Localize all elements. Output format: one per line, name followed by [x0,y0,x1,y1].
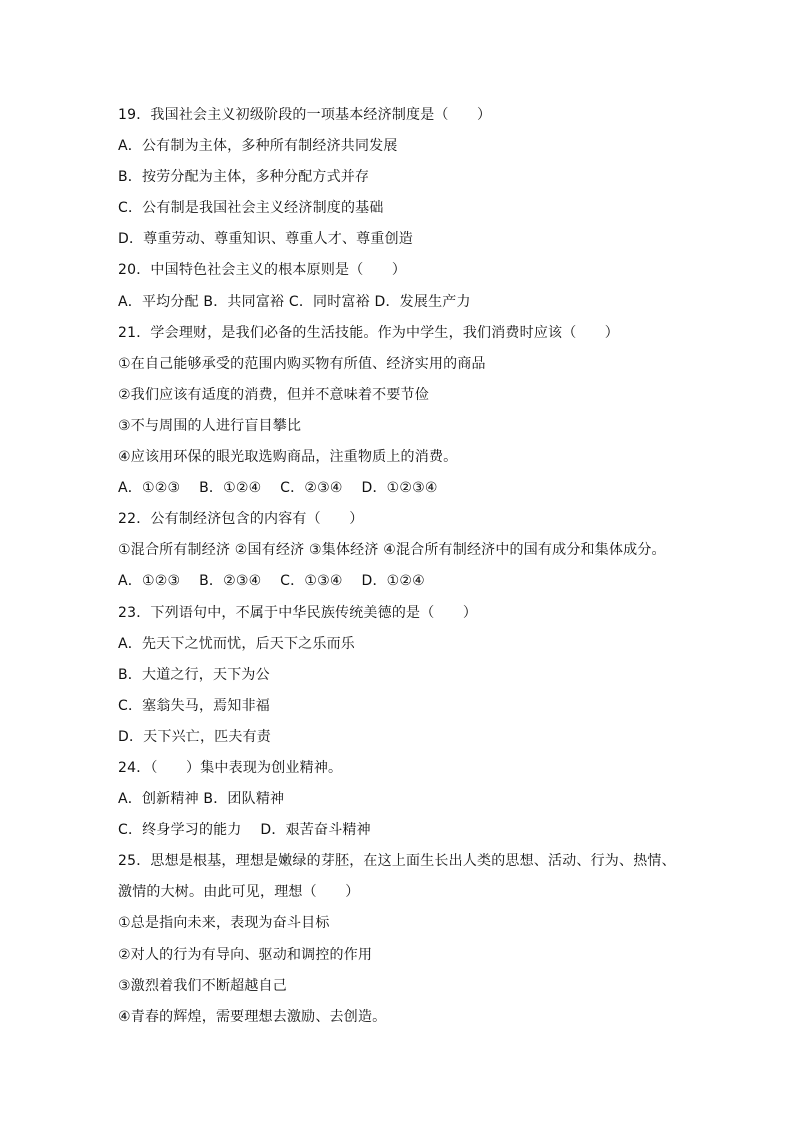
question-24-options-ab: A．创新精神 B．团队精神 [118,791,285,808]
question-22-statements: ①混合所有制经济 ②国有经济 ③集体经济 ④混合所有制经济中的国有成分和集体成分。 [118,542,666,559]
question-20-stem: 20．中国特色社会主义的根本原则是（ ） [118,262,407,279]
question-25-statement-4: ④青春的辉煌，需要理想去激励、去创造。 [118,1008,387,1025]
question-19-option-a: A．公有制为主体，多种所有制经济共同发展 [118,138,398,155]
question-22-options: A．①②③ B．②③④ C．①③④ D．①②④ [118,573,425,590]
question-21-statement-3: ③不与周围的人进行盲目攀比 [118,417,302,434]
question-21-statement-4: ④应该用环保的眼光取选购商品，注重物质上的消费。 [118,449,458,466]
question-21-stem: 21．学会理财，是我们必备的生活技能。作为中学生，我们消费时应该（ ） [118,324,620,341]
question-23-option-c: C．塞翁失马，焉知非福 [118,697,270,714]
question-25-statement-3: ③激烈着我们不断超越自己 [118,977,287,994]
question-21-options: A．①②③ B．①②④ C．②③④ D．①②③④ [118,480,438,497]
question-23-option-d: D．天下兴亡，匹夫有责 [118,728,271,745]
question-19-option-d: D．尊重劳动、尊重知识、尊重人才、尊重创造 [118,231,413,248]
question-23-option-a: A．先天下之忧而忧，后天下之乐而乐 [118,635,355,652]
question-23-option-b: B．大道之行，天下为公 [118,666,270,683]
question-19-stem: 19．我国社会主义初级阶段的一项基本经济制度是（ ） [118,107,492,123]
question-25-statement-2: ②对人的行为有导向、驱动和调控的作用 [118,946,373,963]
question-20-options: A．平均分配 B．共同富裕 C．同时富裕 D．发展生产力 [118,293,471,310]
question-25-stem-line-2: 激情的大树。由此可见，理想（ ） [118,884,360,901]
question-25-statement-1: ①总是指向未来，表现为奋斗目标 [118,915,330,932]
question-24-stem: 24．（ ）集中表现为创业精神。 [118,759,343,776]
question-content [118,100,678,1033]
question-25-stem-line-1: 25．思想是根基，理想是嫩绿的芽胚，在这上面生长出人类的思想、活动、行为、热情、 [118,853,676,870]
question-21-statement-1: ①在自己能够承受的范围内购买物有所值、经济实用的商品 [118,355,486,372]
question-22-stem: 22．公有制经济包含的内容有（ ） [118,511,364,528]
question-19-option-c: C．公有制是我国社会主义经济制度的基础 [118,200,384,217]
question-23-stem: 23．下列语句中，不属于中华民族传统美德的是（ ） [118,604,478,621]
question-24-options-cd: C．终身学习的能力 D．艰苦奋斗精神 [118,822,371,839]
question-21-statement-2: ②我们应该有适度的消费，但并不意味着不要节俭 [118,386,429,403]
question-19-option-b: B．按劳分配为主体，多种分配方式并存 [118,169,370,186]
